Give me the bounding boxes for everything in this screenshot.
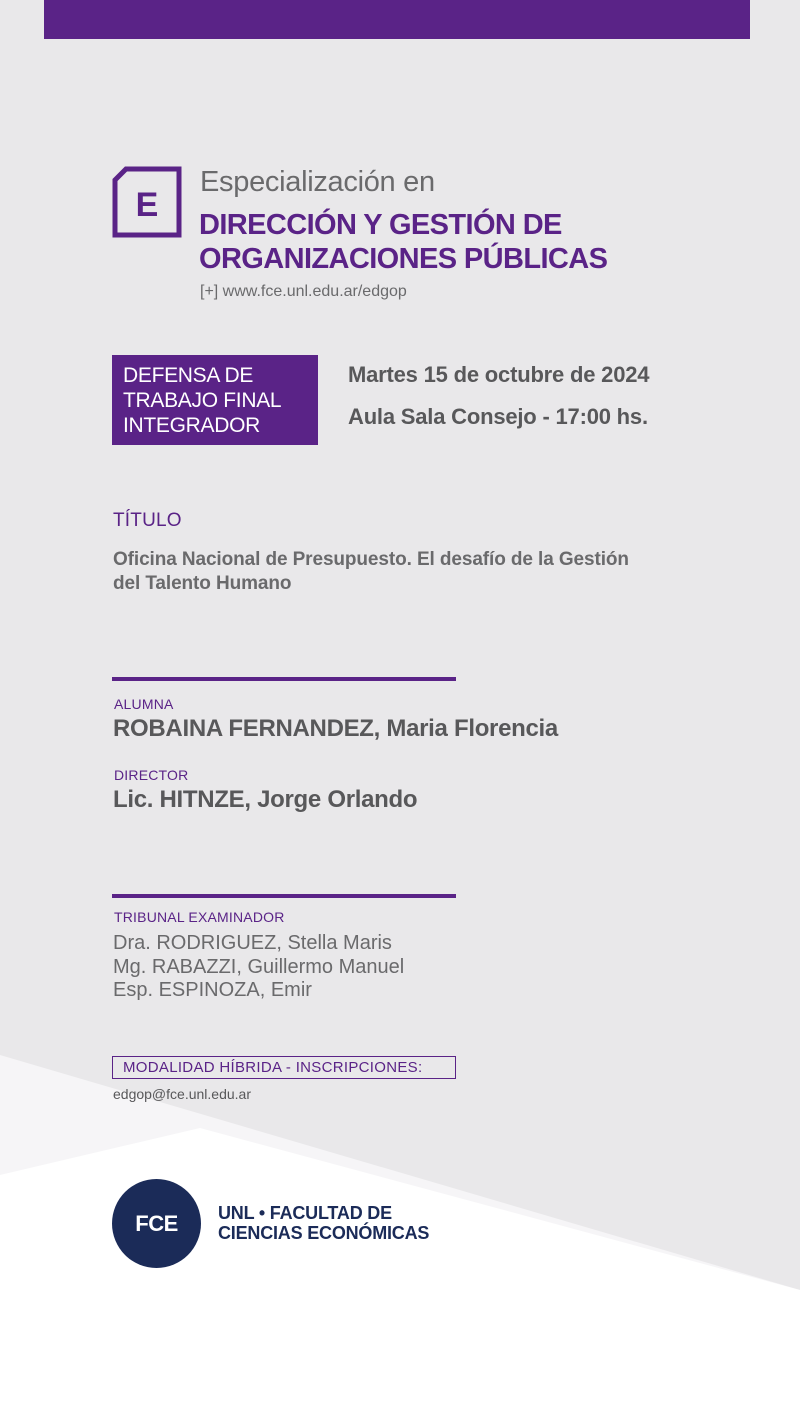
program-title-line: DIRECCIÓN Y GESTIÓN DE: [199, 209, 562, 241]
program-prefix: Especialización en: [200, 166, 435, 198]
event-location-time: Aula Sala Consejo - 17:00 hs.: [348, 404, 648, 429]
program-title-line: ORGANIZACIONES PÚBLICAS: [199, 243, 608, 275]
institution-line: UNL • FACULTAD DE: [218, 1203, 392, 1223]
program-e-icon: [112, 166, 182, 238]
event-type-line: DEFENSA DE: [123, 364, 254, 387]
thesis-title-line: Oficina Nacional de Presupuesto. El desafío de la Gestión: [113, 549, 629, 570]
institution-name: [218, 1203, 429, 1243]
jury-list: [113, 932, 404, 1003]
student-name: ROBAINA FERNANDEZ, Maria Florencia: [113, 715, 558, 742]
divider: [112, 894, 456, 898]
jury-label: TRIBUNAL EXAMINADOR: [114, 909, 285, 925]
program-title: [199, 208, 607, 276]
director-label: DIRECTOR: [114, 767, 189, 783]
student-label: ALUMNA: [114, 696, 174, 712]
thesis-title-line: del Talento Humano: [113, 573, 292, 594]
institution-line: CIENCIAS ECONÓMICAS: [218, 1223, 430, 1243]
program-icon-letter: E: [135, 186, 159, 224]
event-type-line: TRABAJO FINAL: [123, 389, 282, 412]
top-bar: [44, 0, 750, 39]
fce-logo: FCE: [112, 1179, 201, 1268]
registration-email[interactable]: edgop@fce.unl.edu.ar: [113, 1086, 251, 1102]
event-type-badge: [112, 355, 318, 445]
thesis-title-label: TÍTULO: [113, 510, 182, 531]
event-type-line: INTEGRADOR: [123, 414, 261, 437]
jury-member: Esp. ESPINOZA, Emir: [113, 979, 312, 1001]
jury-member: Dra. RODRIGUEZ, Stella Maris: [113, 932, 392, 954]
event-date: Martes 15 de octubre de 2024: [348, 362, 650, 387]
thesis-title: [113, 548, 629, 596]
modality-registration-box: MODALIDAD HÍBRIDA - INSCRIPCIONES:: [112, 1056, 456, 1079]
divider: [112, 677, 456, 681]
program-link[interactable]: [+] www.fce.unl.edu.ar/edgop: [200, 283, 407, 300]
jury-member: Mg. RABAZZI, Guillermo Manuel: [113, 955, 405, 978]
director-name: Lic. HITNZE, Jorge Orlando: [113, 786, 418, 813]
